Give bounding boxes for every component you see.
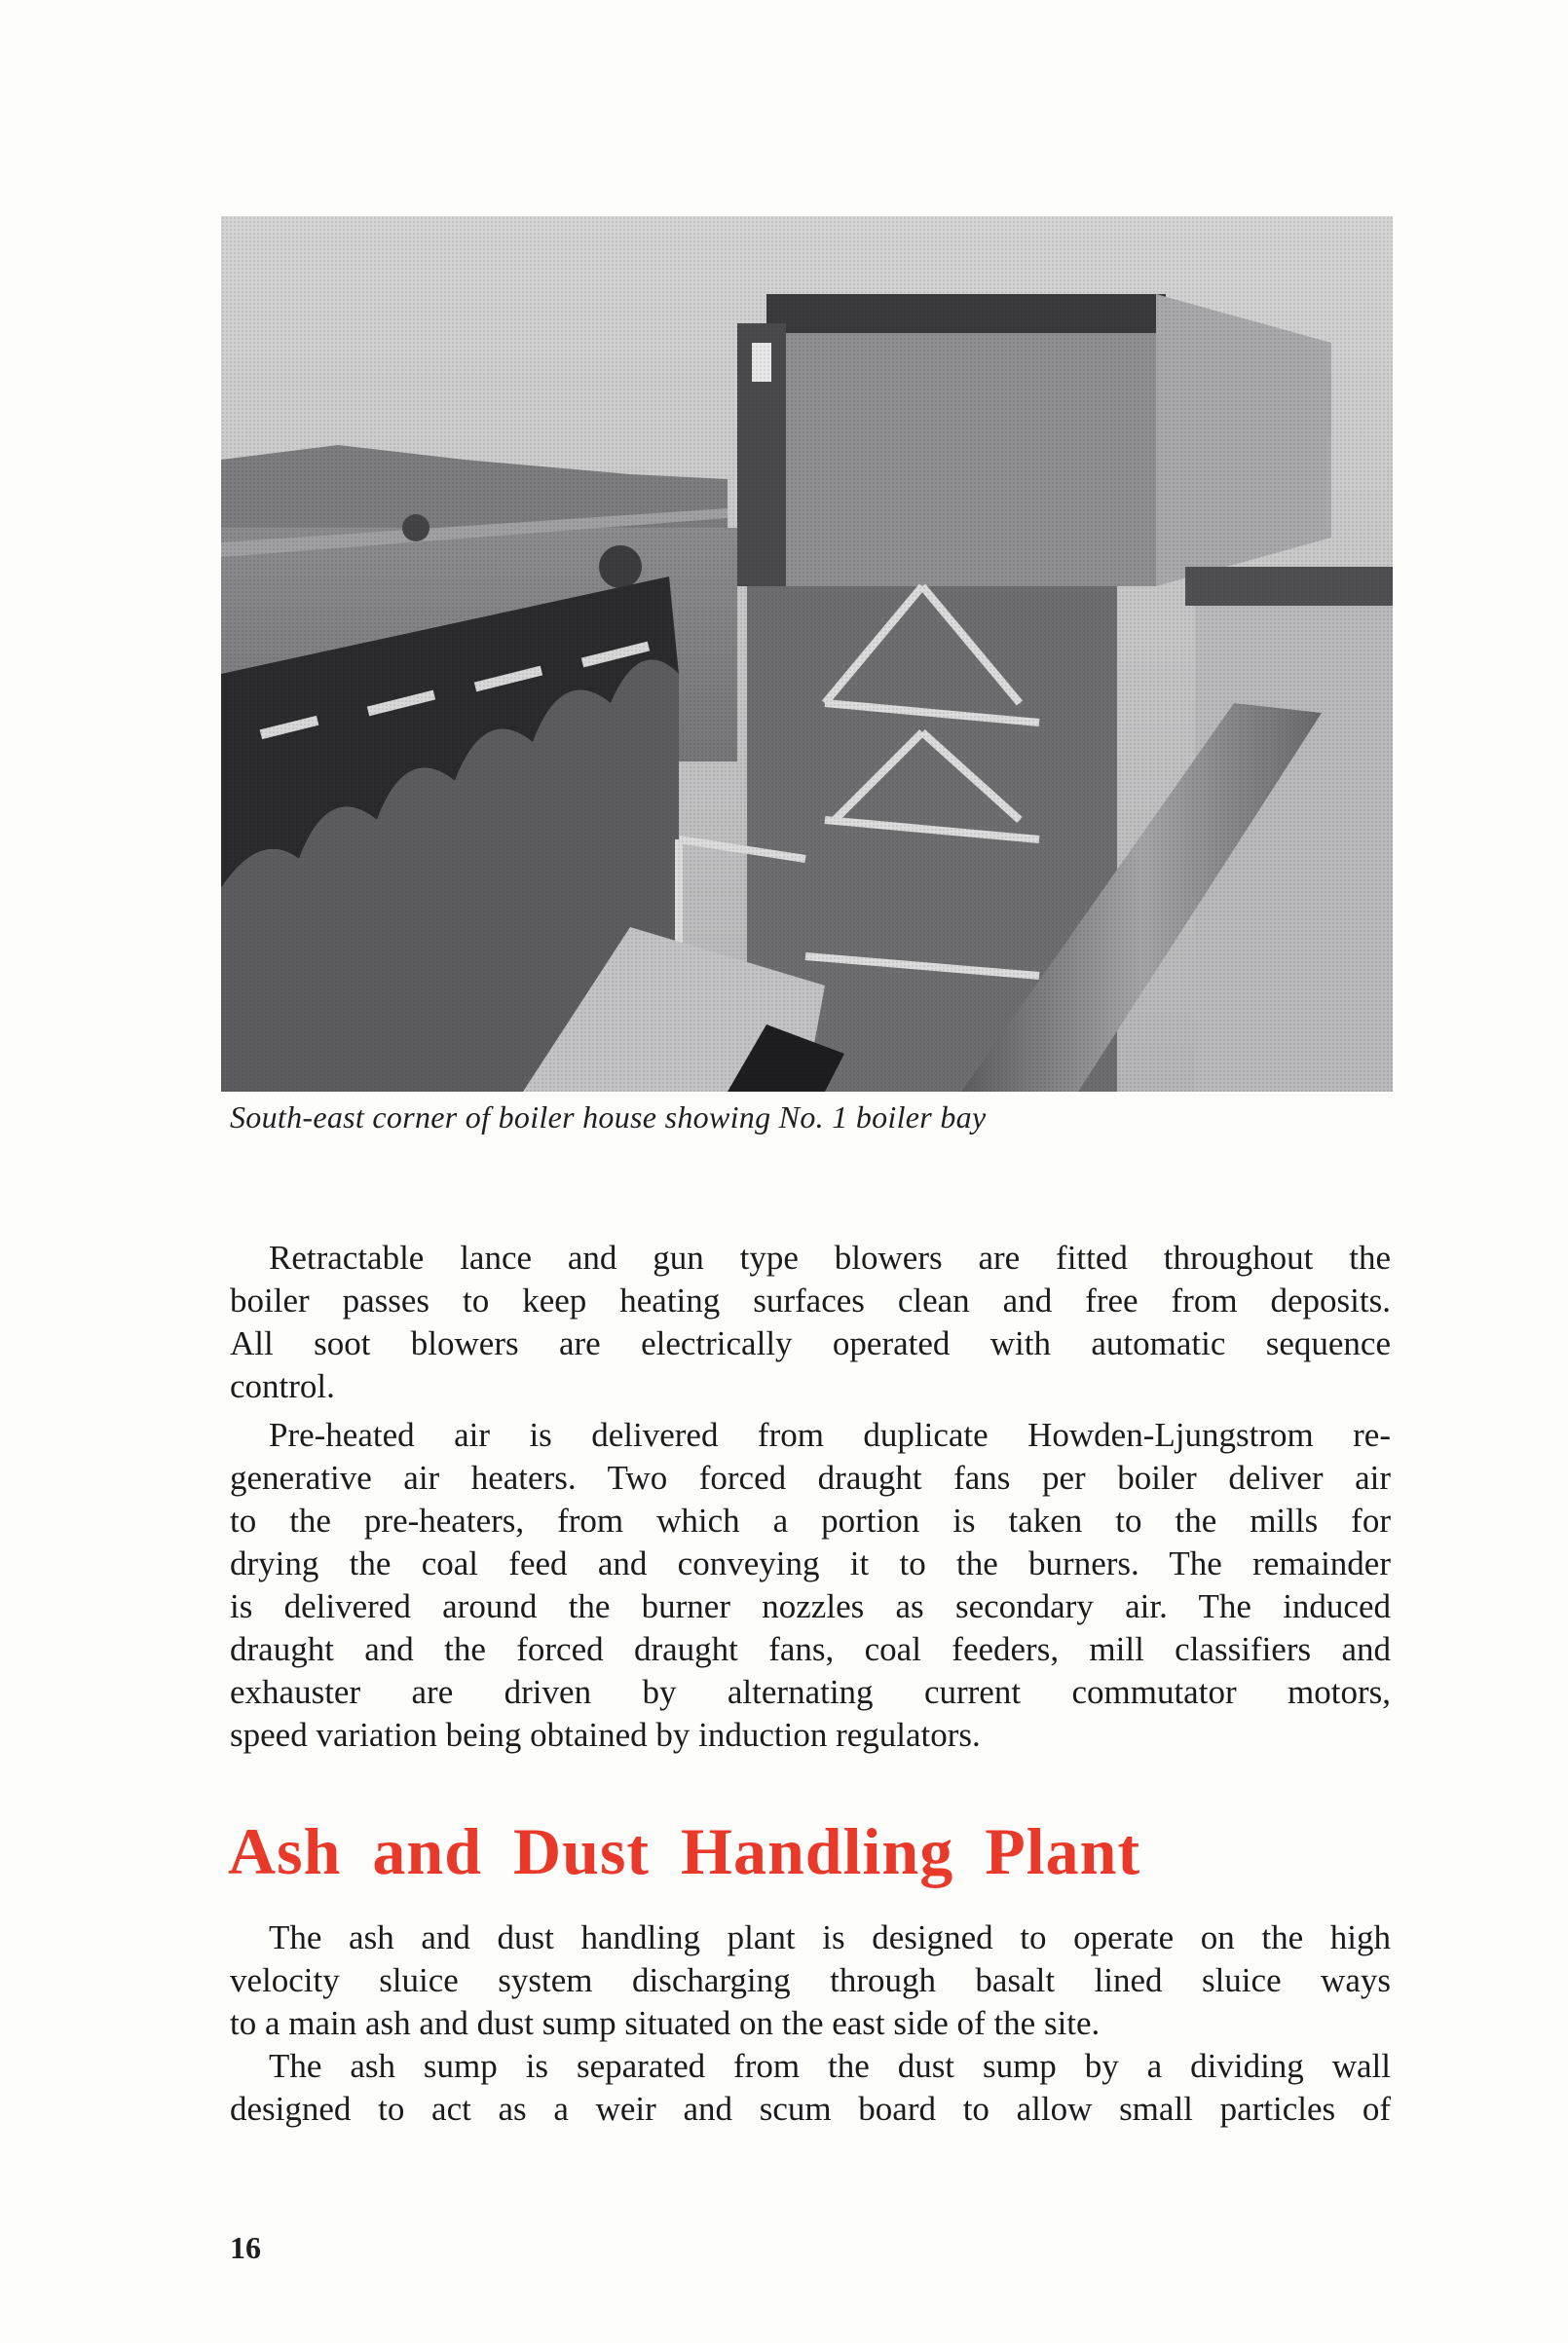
section-heading: Ash and Dust Handling Plant <box>228 1814 1141 1888</box>
text-line: control. <box>230 1367 335 1405</box>
text-line: exhauster are driven by alternating current commutator motors, <box>230 1673 1391 1711</box>
text-line: boiler passes to keep heating surfaces clean and free from deposits. <box>230 1282 1391 1320</box>
text-line: The ash and dust handling plant is designed to operate on the high <box>269 1918 1391 1956</box>
photo-illustration <box>221 216 1393 1092</box>
boiler-house-photo <box>221 216 1393 1092</box>
text-line: Retractable lance and gun type blowers are fitted throughout the <box>269 1239 1391 1277</box>
ash-dust-text-section <box>230 1916 1391 2131</box>
text-line: generative air heaters. Two forced draught fans per boiler deliver air <box>230 1459 1391 1497</box>
photo-caption: South-east corner of boiler house showing No. 1 boiler bay <box>230 1099 987 1134</box>
paragraph <box>230 1414 1391 1757</box>
paragraph <box>230 2045 1391 2131</box>
paragraph <box>230 1916 1391 2045</box>
text-line: velocity sluice system discharging through basalt lined sluice ways <box>230 1961 1391 1999</box>
text-line: to the pre-heaters, from which a portion is taken to the mills for <box>230 1502 1391 1540</box>
text-line: Pre-heated air is delivered from duplicate Howden-Ljungstrom re- <box>269 1416 1391 1454</box>
text-line: draught and the forced draught fans, coal feeders, mill classifiers and <box>230 1630 1391 1668</box>
text-line: The ash sump is separated from the dust sump by a dividing wall <box>269 2047 1391 2085</box>
text-line: All soot blowers are electrically operated with automatic sequence <box>230 1324 1391 1362</box>
text-line: designed to act as a weir and scum board to allow small particles of <box>230 2090 1391 2128</box>
page-number: 16 <box>230 2230 261 2265</box>
text-line: to a main ash and dust sump situated on the east side of the site. <box>230 2004 1101 2042</box>
paragraph <box>230 1237 1391 1408</box>
text-line: speed variation being obtained by induction regulators. <box>230 1716 981 1754</box>
text-line: is delivered around the burner nozzles as secondary air. The induced <box>230 1587 1391 1625</box>
boiler-text-section <box>230 1237 1391 1757</box>
text-line: drying the coal feed and conveying it to the burners. The remainder <box>230 1544 1391 1582</box>
